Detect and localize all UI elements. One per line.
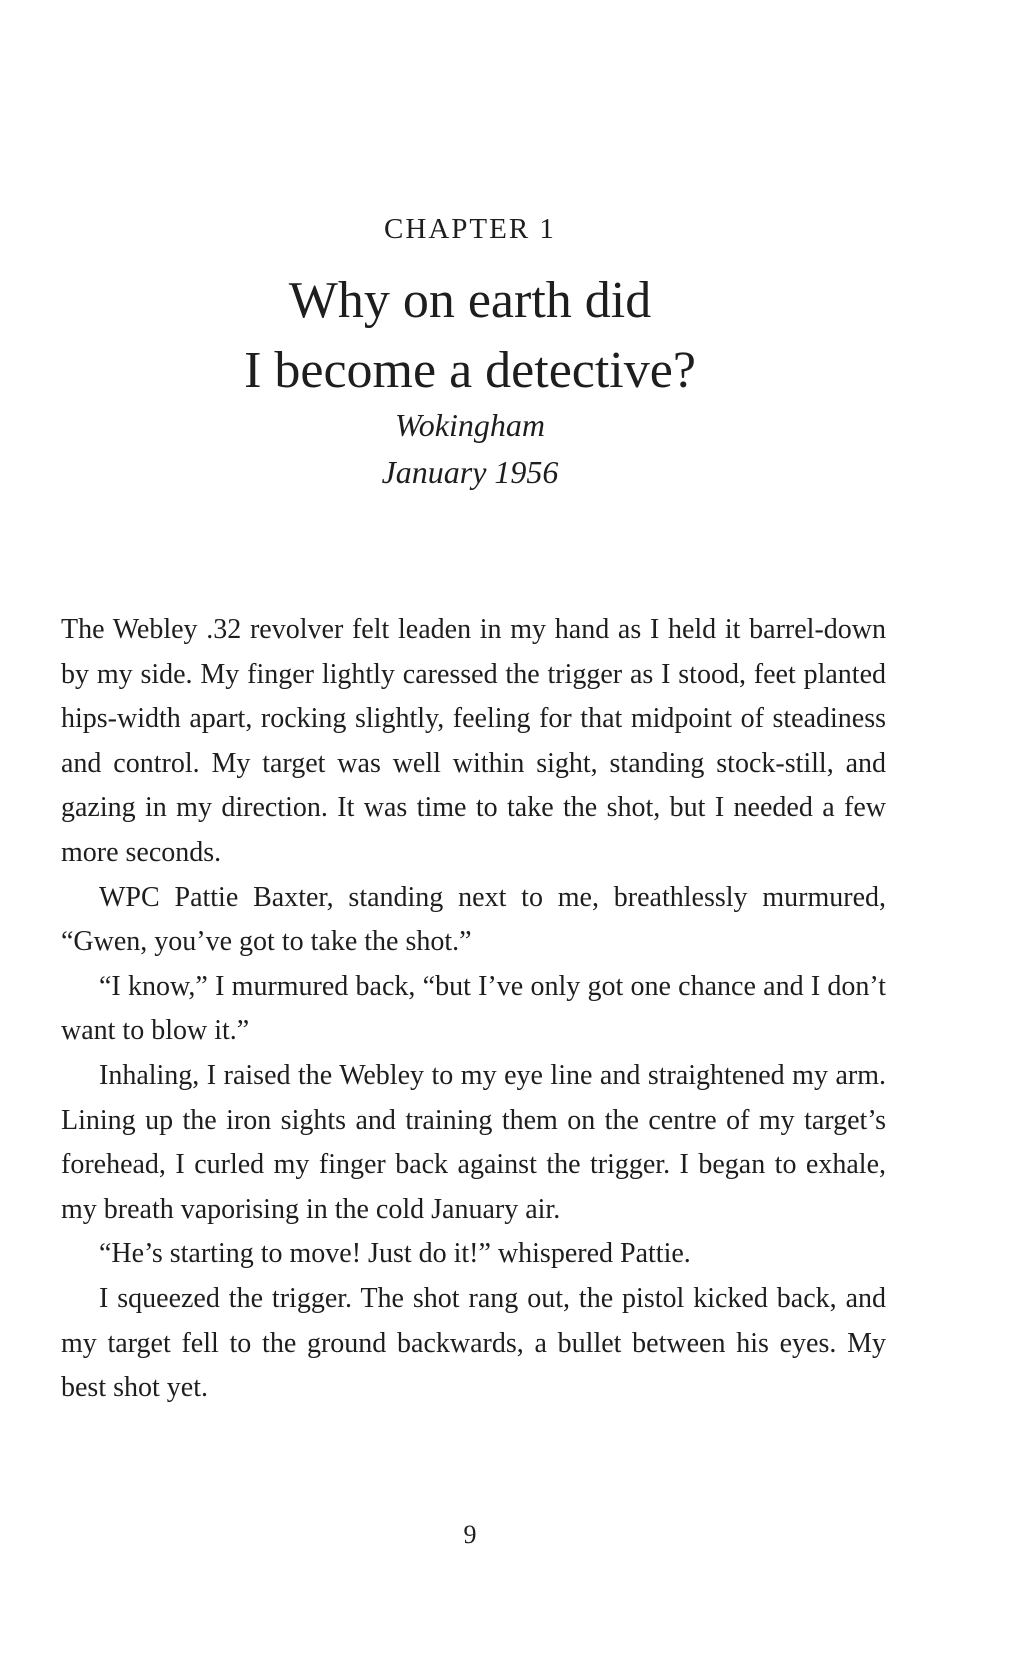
chapter-label: CHAPTER 1 (384, 213, 556, 245)
body-text (61, 608, 886, 1411)
paragraph-3: “I know,” I murmured back, “but I’ve only got one chance and I don’t want to blow it.” (61, 970, 886, 1047)
chapter-place: Wokingham (395, 407, 545, 443)
paragraph-4: Inhaling, I raised the Webley to my eye line and straightened my arm. Lining up the iron sights and training them on the centre of my target’s forehead, I curled my finger back against the trigger. I began to exhale, my breath vaporising in the cold January air. (61, 1059, 886, 1225)
paragraph-5: “He’s starting to move! Just do it!” whispered Pattie. (99, 1238, 691, 1270)
page-number: 9 (463, 1520, 477, 1549)
chapter-date: January 1956 (381, 454, 559, 490)
paragraph-2: WPC Pattie Baxter, standing next to me, breathlessly murmured, “Gwen, you’ve got to take the shot.” (61, 881, 886, 958)
paragraph-1: The Webley .32 revolver felt leaden in my hand as I held it barrel-down by my side. My finger lightly caressed the trigger as I stood, feet planted hips-width apart, rocking slightly, feeling for that midpoint of steadiness and control. My target was well within sight, standing stock-still, and gazing in my direction. It was time to take the shot, but I needed a few more seconds. (61, 614, 886, 868)
chapter-title (0, 266, 940, 406)
chapter-title-line-2: I become a detective? (244, 342, 696, 399)
paragraph-6: I squeezed the trigger. The shot rang out, the pistol kicked back, and my target fell to the ground backwards, a bullet between his eyes. My best shot yet. (61, 1282, 886, 1404)
chapter-title-line-1: Why on earth did (288, 272, 652, 329)
